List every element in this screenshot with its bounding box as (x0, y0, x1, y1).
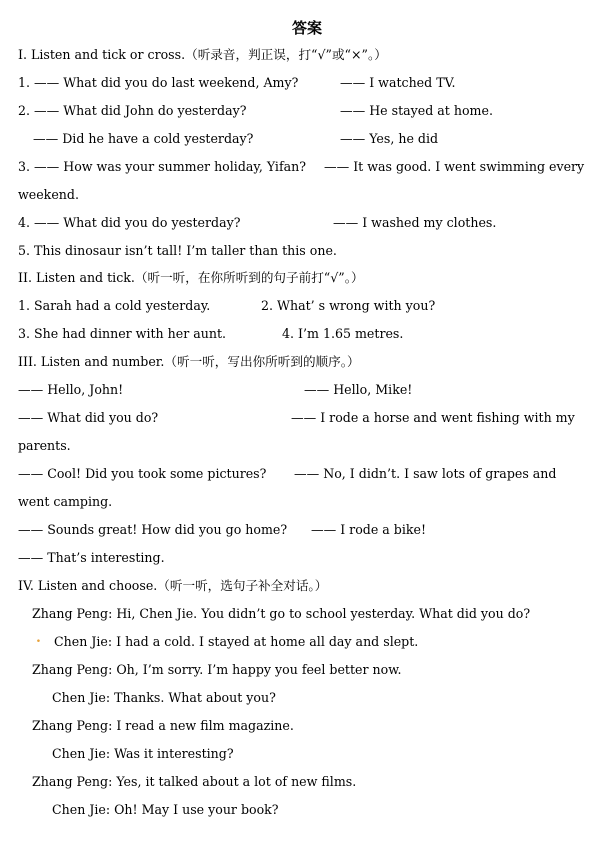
dialog-line-8: Chen Jie: Oh! May I use your book? (52, 802, 279, 817)
s3-line-4a: —— Sounds great! How did you go home? (18, 522, 288, 537)
s3-line-3b: —— No, I didn’t. I saw lots of grapes and (294, 466, 557, 481)
q2-question: 2. —— What did John do yesterday? (18, 103, 247, 118)
s3-line-2b: —— I rode a horse and went fishing with my (291, 410, 575, 425)
q5-sentence: 5. This dinosaur isn’t tall! I’m taller than this one. (18, 243, 337, 258)
dialog-line-6: Chen Jie: Was it interesting? (52, 746, 234, 761)
q3-answer-cont: weekend. (18, 187, 79, 202)
dialog-line-5: Zhang Peng: I read a new film magazine. (32, 718, 294, 733)
q1-answer: —— I watched TV. (340, 75, 456, 90)
s3-line-5: —— That’s interesting. (18, 550, 165, 565)
q3-question: 3. —— How was your summer holiday, Yifan? (18, 159, 306, 174)
q2-followup-question: —— Did he have a cold yesterday? (33, 131, 254, 146)
dialog-line-1: Zhang Peng: Hi, Chen Jie. You didn’t go to school yesterday. What did you do? (32, 606, 531, 621)
q4-answer: —— I washed my clothes. (333, 215, 497, 230)
section-1-heading: I. Listen and tick or cross.（听录音，判正误，打“√”或“×”。） (18, 47, 387, 62)
s2-item-4: 4. I’m 1.65 metres. (282, 326, 404, 341)
q2-followup-answer: —— Yes, he did (340, 131, 439, 146)
dialog-line-4: Chen Jie: Thanks. What about you? (52, 690, 276, 705)
s3-line-3c: went camping. (18, 494, 113, 509)
s3-line-1b: —— Hello, Mike! (304, 382, 413, 397)
dialog-line-2: Chen Jie: I had a cold. I stayed at home all day and slept. (54, 634, 419, 649)
page-title: 答案 (291, 19, 322, 37)
q2-answer: —— He stayed at home. (340, 103, 493, 118)
marker-dot: . (36, 630, 41, 646)
section-3-heading: III. Listen and number.（听一听，写出你所听到的顺序。） (18, 354, 360, 369)
s3-line-1a: —— Hello, John! (18, 382, 124, 397)
dialog-line-3: Zhang Peng: Oh, I’m sorry. I’m happy you feel better now. (32, 662, 402, 677)
s2-item-2: 2. What’ s wrong with you? (261, 298, 436, 313)
s3-line-2a: —— What did you do? (18, 410, 159, 425)
section-4-heading: IV. Listen and choose.（听一听，选句子补全对话。） (18, 578, 328, 593)
q3-answer: —— It was good. I went swimming every (324, 159, 585, 174)
s2-item-1: 1. Sarah had a cold yesterday. (18, 298, 211, 313)
s3-line-3a: —— Cool! Did you took some pictures? (18, 466, 267, 481)
section-2-heading: II. Listen and tick.（听一听，在你所听到的句子前打“√”。） (18, 270, 364, 285)
s3-line-2c: parents. (18, 438, 71, 453)
q1-question: 1. —— What did you do last weekend, Amy? (18, 75, 299, 90)
s2-item-3: 3. She had dinner with her aunt. (18, 326, 227, 341)
q4-question: 4. —— What did you do yesterday? (18, 215, 241, 230)
s3-line-4b: —— I rode a bike! (311, 522, 427, 537)
dialog-line-7: Zhang Peng: Yes, it talked about a lot of new films. (32, 774, 357, 789)
